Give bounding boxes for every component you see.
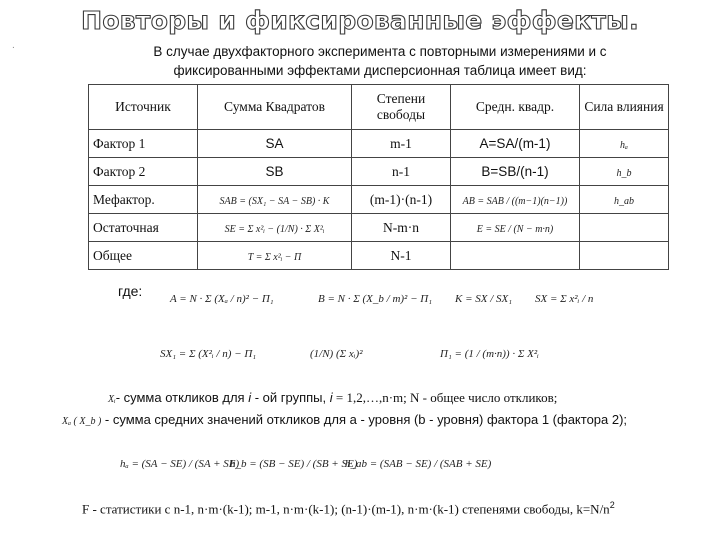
row-ms: B=SB/(n-1) bbox=[451, 158, 580, 186]
table-row bbox=[89, 214, 669, 242]
formula-b: B = N · Σ (X_b / m)² − Π₁ bbox=[318, 293, 433, 305]
row-source: Остаточная bbox=[89, 214, 198, 242]
formula-hb: h_b = (SB − SE) / (SB + SE) bbox=[230, 458, 358, 470]
row-ms: A=SA/(m-1) bbox=[451, 130, 580, 158]
table-row bbox=[89, 130, 669, 158]
header-mean-square: Средн. квадр. bbox=[451, 85, 580, 130]
row-df: (m-1)·(n-1) bbox=[352, 186, 451, 214]
row-ss: SA bbox=[198, 130, 352, 158]
row-ss: SE = Σ x²ᵢ − (1/N) · Σ X²ᵢ bbox=[224, 223, 325, 235]
table-row bbox=[89, 158, 669, 186]
row-source: Фактор 2 bbox=[89, 158, 198, 186]
formula-ha: hₐ = (SA − SE) / (SA + SE) bbox=[120, 458, 240, 470]
slide-title: Повторы и фиксированные эффекты. bbox=[81, 6, 639, 35]
row-source: Фактор 1 bbox=[89, 130, 198, 158]
header-source: Источник bbox=[89, 85, 198, 130]
row-source: Общее bbox=[89, 242, 198, 270]
row-ms: E = SE / (N − m·n) bbox=[476, 223, 554, 235]
header-effect-strength: Сила влияния bbox=[580, 85, 669, 130]
header-sum-squares: Сумма Квадратов bbox=[198, 85, 352, 130]
row-df: N-1 bbox=[352, 242, 451, 270]
formula-hab: h_ab = (SAB − SE) / (SAB + SE) bbox=[345, 458, 492, 470]
symbol-xa-xb: Xₐ ( X_b ) bbox=[62, 416, 102, 427]
row-ss: T = Σ x²ᵢ − Π bbox=[247, 251, 302, 263]
corner-mark: . bbox=[12, 40, 15, 51]
description-line-2: Xₐ ( X_b ) - сумма средних значений откликов для a - уровня (b - уровня) фактора 1 (фактора 2); bbox=[62, 412, 628, 427]
row-ss: SB bbox=[198, 158, 352, 186]
description-line-1: Xᵢ- сумма откликов для i - ой группы, i = 1,2,…,n·m; N - общее число откликов; bbox=[108, 390, 558, 405]
row-df: m-1 bbox=[352, 130, 451, 158]
intro-text: В случае двухфакторного эксперимента с повторными измерениями и с фиксированными эффектами дисперсионная таблица имеет вид: bbox=[153, 44, 607, 78]
row-effect: h_ab bbox=[614, 195, 634, 207]
f-statistics-line: F - статистики с n-1, n·m·(k-1); m-1, n·m·(k-1); (n-1)·(m-1), n·m·(k-1) степенями свободы, $k=N/n^2$ bbox=[82, 500, 615, 517]
formula-correction: (1/N) (Σ xᵢ)² bbox=[310, 348, 363, 360]
row-ss: SAB = (SX₁ − SA − SB) · K bbox=[219, 195, 330, 207]
formula-sx1: SX₁ = Σ (X²ᵢ / n) − Π₁ bbox=[160, 348, 257, 360]
where-label: где: bbox=[118, 283, 143, 299]
row-effect: h_b bbox=[616, 167, 632, 179]
table-header-row bbox=[89, 85, 669, 130]
table-row bbox=[89, 186, 669, 214]
row-effect: hₐ bbox=[620, 139, 628, 151]
formula-pi1: Π₁ = (1 / (m·n)) · Σ X²ᵢ bbox=[440, 348, 539, 360]
symbol-xi: Xᵢ bbox=[108, 394, 116, 405]
formula-a: A = N · Σ (Xₐ / n)² − Π₁ bbox=[170, 293, 274, 305]
header-degrees-freedom: Степени свободы bbox=[352, 85, 451, 130]
formula-sx: SX = Σ x²ᵢ / n bbox=[535, 293, 594, 305]
row-df: N-m·n bbox=[352, 214, 451, 242]
table-row bbox=[89, 242, 669, 270]
formula-k: K = SX / SX₁ bbox=[455, 293, 513, 305]
row-source: Мефактор. bbox=[89, 186, 198, 214]
row-ms: AB = SAB / ((m−1)(n−1)) bbox=[462, 195, 568, 207]
anova-table bbox=[88, 84, 669, 270]
row-df: n-1 bbox=[352, 158, 451, 186]
